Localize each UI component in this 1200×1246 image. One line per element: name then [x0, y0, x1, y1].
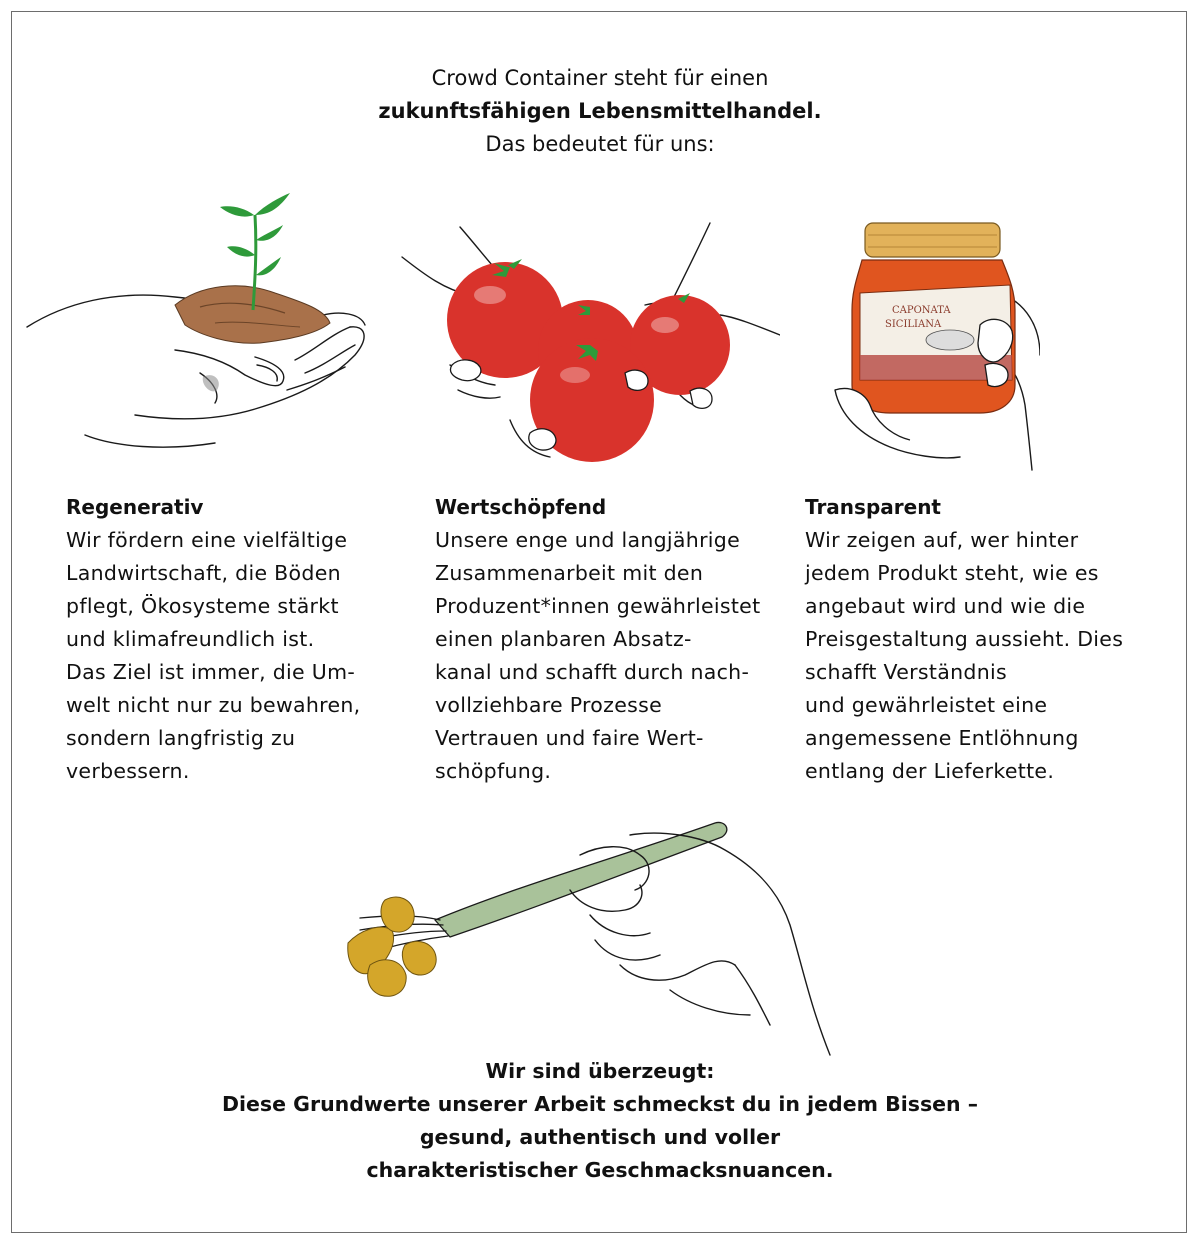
text-line: Das Ziel ist immer, die Um-: [66, 660, 356, 684]
text-line: Vertrauen und faire Wert-: [435, 726, 704, 750]
column-title-transparent: Transparent: [805, 495, 941, 519]
text-line: schöpfung.: [435, 759, 552, 783]
closing-line-1: Wir sind überzeugt:: [485, 1059, 715, 1083]
text-line: Wir fördern eine vielfältige: [66, 528, 348, 552]
jar-label-line-2: SICILIANA: [885, 319, 942, 330]
text-line: Unsere enge und langjährige: [435, 528, 741, 552]
text-line: Wir zeigen auf, wer hinter: [805, 528, 1079, 552]
text-line: entlang der Lieferkette.: [805, 759, 1055, 783]
text-line: Landwirtschaft, die Böden: [66, 561, 341, 585]
intro-text: [0, 62, 1200, 161]
jar-label-line-1: CAPONATA: [892, 305, 951, 316]
text-line: angebaut wird und wie die: [805, 594, 1086, 618]
intro-line-3: Das bedeutet für uns:: [485, 132, 715, 156]
text-line: verbessern.: [66, 759, 190, 783]
text-line: und klimafreundlich ist.: [66, 627, 315, 651]
text-line: Zusammenarbeit mit den: [435, 561, 704, 585]
text-line: Produzent*innen gewährleistet: [435, 594, 761, 618]
column-text-wertschoepfend: [435, 524, 780, 788]
intro-line-2: zukunftsfähigen Lebensmittelhandel.: [378, 99, 822, 123]
text-line: jedem Produkt steht, wie es: [805, 561, 1099, 585]
column-wertschoepfend: [435, 492, 780, 788]
hand-with-seedling-illustration: [25, 185, 375, 460]
closing-statement: [0, 1055, 1200, 1187]
text-line: angemessene Entlöhnung: [805, 726, 1079, 750]
column-text-transparent: [805, 524, 1150, 788]
text-line: sondern langfristig zu: [66, 726, 296, 750]
intro-line-1: Crowd Container steht für einen: [431, 66, 769, 90]
column-title-regenerativ: Regenerativ: [66, 495, 204, 519]
column-regenerativ: [66, 492, 411, 788]
closing-line-2: Diese Grundwerte unserer Arbeit schmeckst du in jedem Bissen –: [221, 1092, 979, 1116]
column-title-wertschoepfend: Wertschöpfend: [435, 495, 607, 519]
text-line: welt nicht nur zu bewahren,: [66, 693, 361, 717]
text-line: Preisgestaltung aussieht. Dies: [805, 627, 1124, 651]
hand-with-jar-illustration: [830, 215, 1040, 475]
text-line: und gewährleistet eine: [805, 693, 1048, 717]
column-text-regenerativ: [66, 524, 411, 788]
closing-line-3: gesund, authentisch und voller: [419, 1125, 781, 1149]
hands-with-tomatoes-illustration: [400, 215, 780, 465]
hand-with-fork-and-pasta-illustration: [340, 815, 840, 1065]
closing-line-4: charakteristischer Geschmacksnuancen.: [366, 1158, 834, 1182]
text-line: pflegt, Ökosysteme stärkt: [66, 594, 339, 618]
column-transparent: [805, 492, 1150, 788]
text-line: schafft Verständnis: [805, 660, 1007, 684]
text-line: vollziehbare Prozesse: [435, 693, 662, 717]
text-line: einen planbaren Absatz-: [435, 627, 692, 651]
text-line: kanal und schafft durch nach-: [435, 660, 750, 684]
